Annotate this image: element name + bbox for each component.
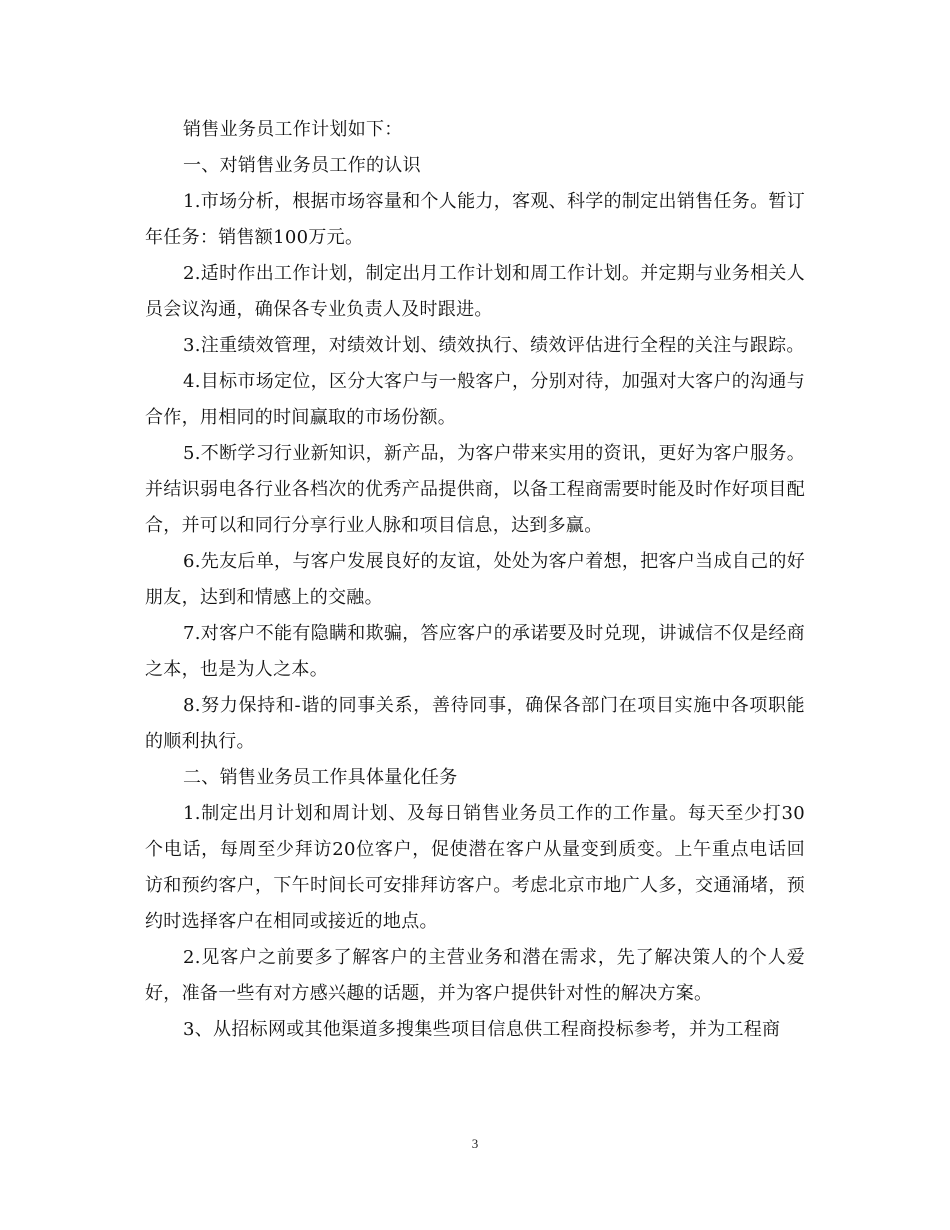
paragraph-2-3: 3、从招标网或其他渠道多搜集些项目信息供工程商投标参考，并为工程商 (183, 1019, 781, 1040)
paragraph-1-5: 5.不断学习行业新知识，新产品，为客户带来实用的资讯，更好为客户服务。并结识弱电各行业各档次的优秀产品提供商，以备工程商需要时能及时作好项目配合，并可以和同行分享行业人脉和项目信息，达到多赢。 (145, 443, 805, 536)
paragraph-1-4: 4.目标市场定位，区分大客户与一般客户，分别对待，加强对大客户的沟通与合作，用相同的时间赢取的市场份额。 (145, 371, 805, 428)
paragraph-1-7: 7.对客户不能有隐瞒和欺骗，答应客户的承诺要及时兑现，讲诚信不仅是经商之本，也是为人之本。 (145, 623, 805, 680)
paragraph-2-2: 2.见客户之前要多了解客户的主营业务和潜在需求，先了解决策人的个人爱好，准备一些有对方感兴趣的话题，并为客户提供针对性的解决方案。 (145, 947, 805, 1004)
section-heading-1: 一、对销售业务员工作的认识 (183, 155, 421, 176)
intro-line: 销售业务员工作计划如下： (183, 119, 403, 140)
paragraph-2-1: 1.制定出月计划和周计划、及每日销售业务员工作的工作量。每天至少打30个电话，每周至少拜访20位客户，促使潜在客户从量变到质变。上午重点电话回访和预约客户，下午时间长可安排拜访客户。考虑北京市地广人多，交通涌堵，预约时选择客户在相同或接近的地点。 (145, 803, 805, 932)
paragraph-1-2: 2.适时作出工作计划，制定出月工作计划和周工作计划。并定期与业务相关人员会议沟通，确保各专业负责人及时跟进。 (145, 263, 805, 320)
section-heading-2: 二、销售业务员工作具体量化任务 (183, 767, 458, 788)
paragraph-1-1: 1.市场分析，根据市场容量和个人能力，客观、科学的制定出销售任务。暂订年任务：销售额100万元。 (145, 191, 805, 248)
paragraph-1-3: 3.注重绩效管理，对绩效计划、绩效执行、绩效评估进行全程的关注与跟踪。 (183, 335, 805, 356)
paragraph-1-6: 6.先友后单，与客户发展良好的友谊，处处为客户着想，把客户当成自己的好朋友，达到和情感上的交融。 (145, 551, 805, 608)
page-number: 3 (471, 1136, 479, 1151)
paragraph-1-8: 8.努力保持和-谐的同事关系，善待同事，确保各部门在项目实施中各项职能的顺利执行。 (145, 695, 805, 752)
document-body (145, 112, 805, 1048)
